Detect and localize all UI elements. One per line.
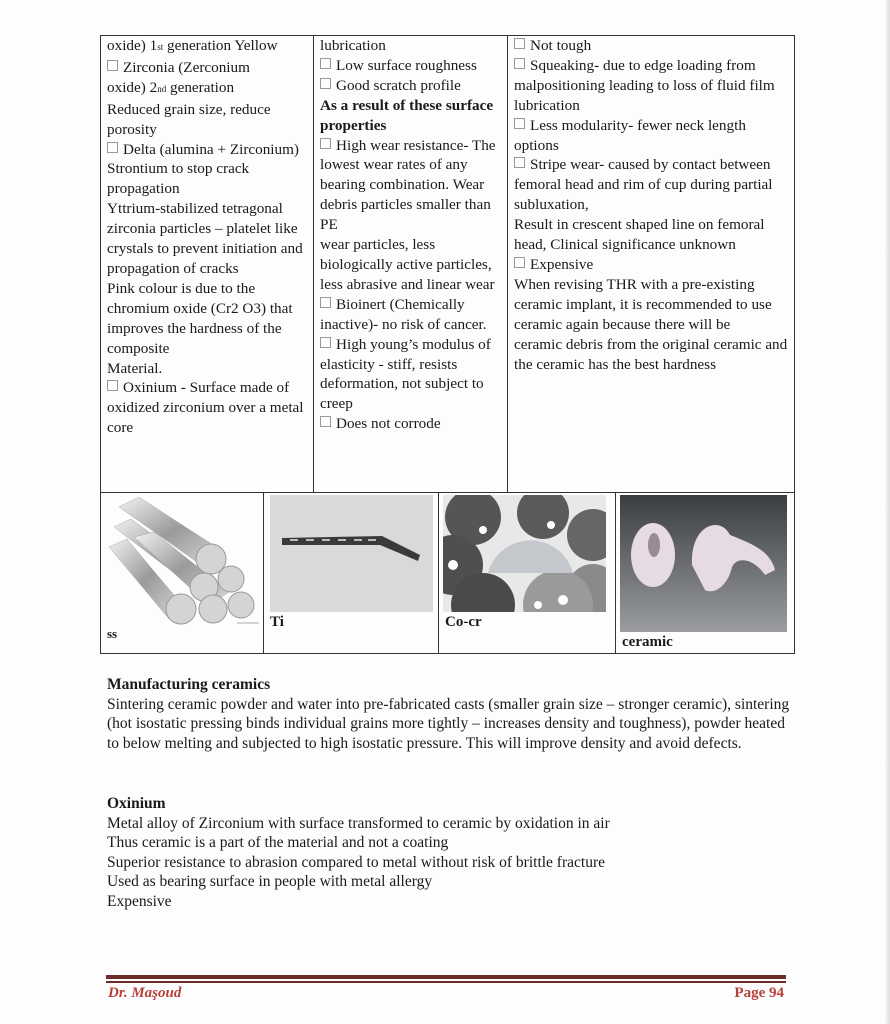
ceramic-implant-image xyxy=(620,495,787,632)
bullet-text: Not tough xyxy=(530,37,592,54)
bullet-text: Does not corrode xyxy=(336,415,441,433)
bullet-item xyxy=(320,414,503,434)
column-ceramic-types xyxy=(101,36,314,493)
checkbox-bullet-icon xyxy=(107,142,118,153)
materials-image-table xyxy=(100,492,795,654)
caption-ss: ss xyxy=(107,626,118,641)
oxinium-line: Superior resistance to abrasion compared to metal without risk of brittle fracture xyxy=(107,853,605,871)
text-line: Strontium to stop crack propagation xyxy=(107,160,250,198)
caption-cocr: Co-cr xyxy=(445,614,482,630)
bullet-text: Expensive xyxy=(530,255,594,273)
bullet-item xyxy=(514,155,790,215)
checkbox-bullet-icon xyxy=(514,58,525,69)
oxinium-line: Metal alloy of Zirconium with surface transformed to ceramic by oxidation in air xyxy=(107,814,610,832)
oxinium-line: Used as bearing surface in people with metal allergy xyxy=(107,873,433,891)
bullet-item xyxy=(514,116,790,156)
bullet-item xyxy=(514,56,790,116)
oxinium-section xyxy=(107,794,797,912)
footer-page-number: Page 94 xyxy=(734,985,784,1001)
text-line: Reduced grain size, reduce porosity xyxy=(107,100,271,138)
bullet-text: Zirconia (Zerconium xyxy=(123,58,250,76)
bullet-item xyxy=(320,295,503,335)
bullet-text: Stripe wear- caused by contact between femoral head and rim of cup during partial subluxation, xyxy=(514,156,773,214)
manufacturing-body: Sintering ceramic powder and water into pre-fabricated casts (smaller grain size – stronger ceramic), sintering (hot isostatic pressing binds individual grains more tightly – increases density and toughness), powder heated to below melting and subjected to high isostatic pressure. This will improve density and avoid defects. xyxy=(107,695,790,752)
checkbox-bullet-icon xyxy=(320,416,331,427)
checkbox-bullet-icon xyxy=(320,58,331,69)
text-line: lubrication xyxy=(320,37,386,54)
bullet-text: High young’s modulus of elasticity - stiff, resists deformation, not subject to creep xyxy=(320,335,491,413)
text-line: Result in crescent shaped line on femoral head, Clinical significance unknown xyxy=(514,216,765,254)
text-line xyxy=(107,78,309,100)
bold-text: As a result of these surface properties xyxy=(320,96,494,134)
manufacturing-heading: Manufacturing ceramics xyxy=(107,676,271,693)
text-part: generation Yellow xyxy=(163,37,278,54)
text-line: Yttrium-stabilized tetragonal zirconia particles – platelet like crystals to prevent initiation and propagation of cracks xyxy=(107,200,303,277)
checkbox-bullet-icon xyxy=(514,257,525,268)
bullet-item xyxy=(320,335,503,415)
text-line: wear particles, less biologically active particles, less abrasive and linear wear xyxy=(320,236,495,293)
bullet-item xyxy=(320,76,503,96)
checkbox-bullet-icon xyxy=(107,380,118,391)
oxinium-line: Expensive xyxy=(107,892,172,910)
image-cell-ss xyxy=(101,493,264,654)
checkbox-bullet-icon xyxy=(320,297,331,308)
bullet-item xyxy=(107,58,309,78)
manufacturing-section xyxy=(107,675,797,753)
ordinal-suffix: st xyxy=(157,42,164,52)
text-line: ceramic debris from the original ceramic and the ceramic has the best hardness xyxy=(514,335,788,373)
image-cell-cocr xyxy=(439,493,616,654)
ordinal-suffix: nd xyxy=(157,83,167,94)
bullet-text: Delta (alumina + Zirconium) xyxy=(123,140,299,158)
text-part: generation xyxy=(166,78,235,96)
checkbox-bullet-icon xyxy=(514,157,525,168)
column-disadvantages xyxy=(508,36,795,493)
page-edge xyxy=(884,0,890,1024)
caption-ti: Ti xyxy=(270,614,284,630)
text-line: Pink colour is due to the chromium oxide (Cr2 O3) that improves the hardness of the composite xyxy=(107,279,293,357)
bullet-text: Oxinium - Surface made of oxidized zirconium over a metal core xyxy=(107,379,304,437)
steel-rods-image xyxy=(109,497,259,627)
oxinium-line: Thus ceramic is a part of the material and not a coating xyxy=(107,834,449,852)
checkbox-bullet-icon xyxy=(320,337,331,348)
bullet-item xyxy=(320,56,503,76)
footer-rule-thick xyxy=(106,975,786,979)
bullet-item xyxy=(107,378,309,438)
checkbox-bullet-icon xyxy=(320,138,331,149)
titanium-plate-image xyxy=(270,495,433,612)
checkbox-bullet-icon xyxy=(514,118,525,129)
bullet-item xyxy=(107,140,309,160)
checkbox-bullet-icon xyxy=(514,38,525,49)
bullet-item xyxy=(514,255,790,275)
image-cell-ti xyxy=(264,493,439,654)
checkbox-bullet-icon xyxy=(320,78,331,89)
text-part: oxide) 1 xyxy=(107,37,158,54)
image-cell-ceramic xyxy=(616,493,795,654)
cobalt-chrome-shells-image xyxy=(443,495,606,612)
bullet-item xyxy=(320,136,503,236)
bullet-text: Good scratch profile xyxy=(336,76,461,94)
column-advantages xyxy=(314,36,508,493)
caption-ceramic: ceramic xyxy=(622,634,673,650)
footer-rule-thin xyxy=(106,981,786,983)
checkbox-bullet-icon xyxy=(107,60,118,71)
oxinium-heading: Oxinium xyxy=(107,795,166,812)
properties-table xyxy=(100,35,795,493)
bullet-text: Less modularity- fewer neck length options xyxy=(514,116,746,154)
text-line: Material. xyxy=(107,359,163,377)
bullet-text: High wear resistance- The lowest wear rates of any bearing combination. Wear debris particles smaller than PE xyxy=(320,136,496,234)
bullet-text: Low surface roughness xyxy=(336,56,477,74)
text-line: When revising THR with a pre-existing ceramic implant, it is recommended to use ceramic again because there will be xyxy=(514,275,772,333)
text-part: oxide) 2 xyxy=(107,78,158,96)
bullet-item xyxy=(514,36,790,56)
text-line xyxy=(107,36,309,58)
bullet-text: Squeaking- due to edge loading from malpositioning leading to loss of fluid film lubrication xyxy=(514,56,775,114)
footer-author: Dr. Maşoud xyxy=(108,985,182,1001)
bullet-text: Bioinert (Chemically inactive)- no risk of cancer. xyxy=(320,295,487,333)
